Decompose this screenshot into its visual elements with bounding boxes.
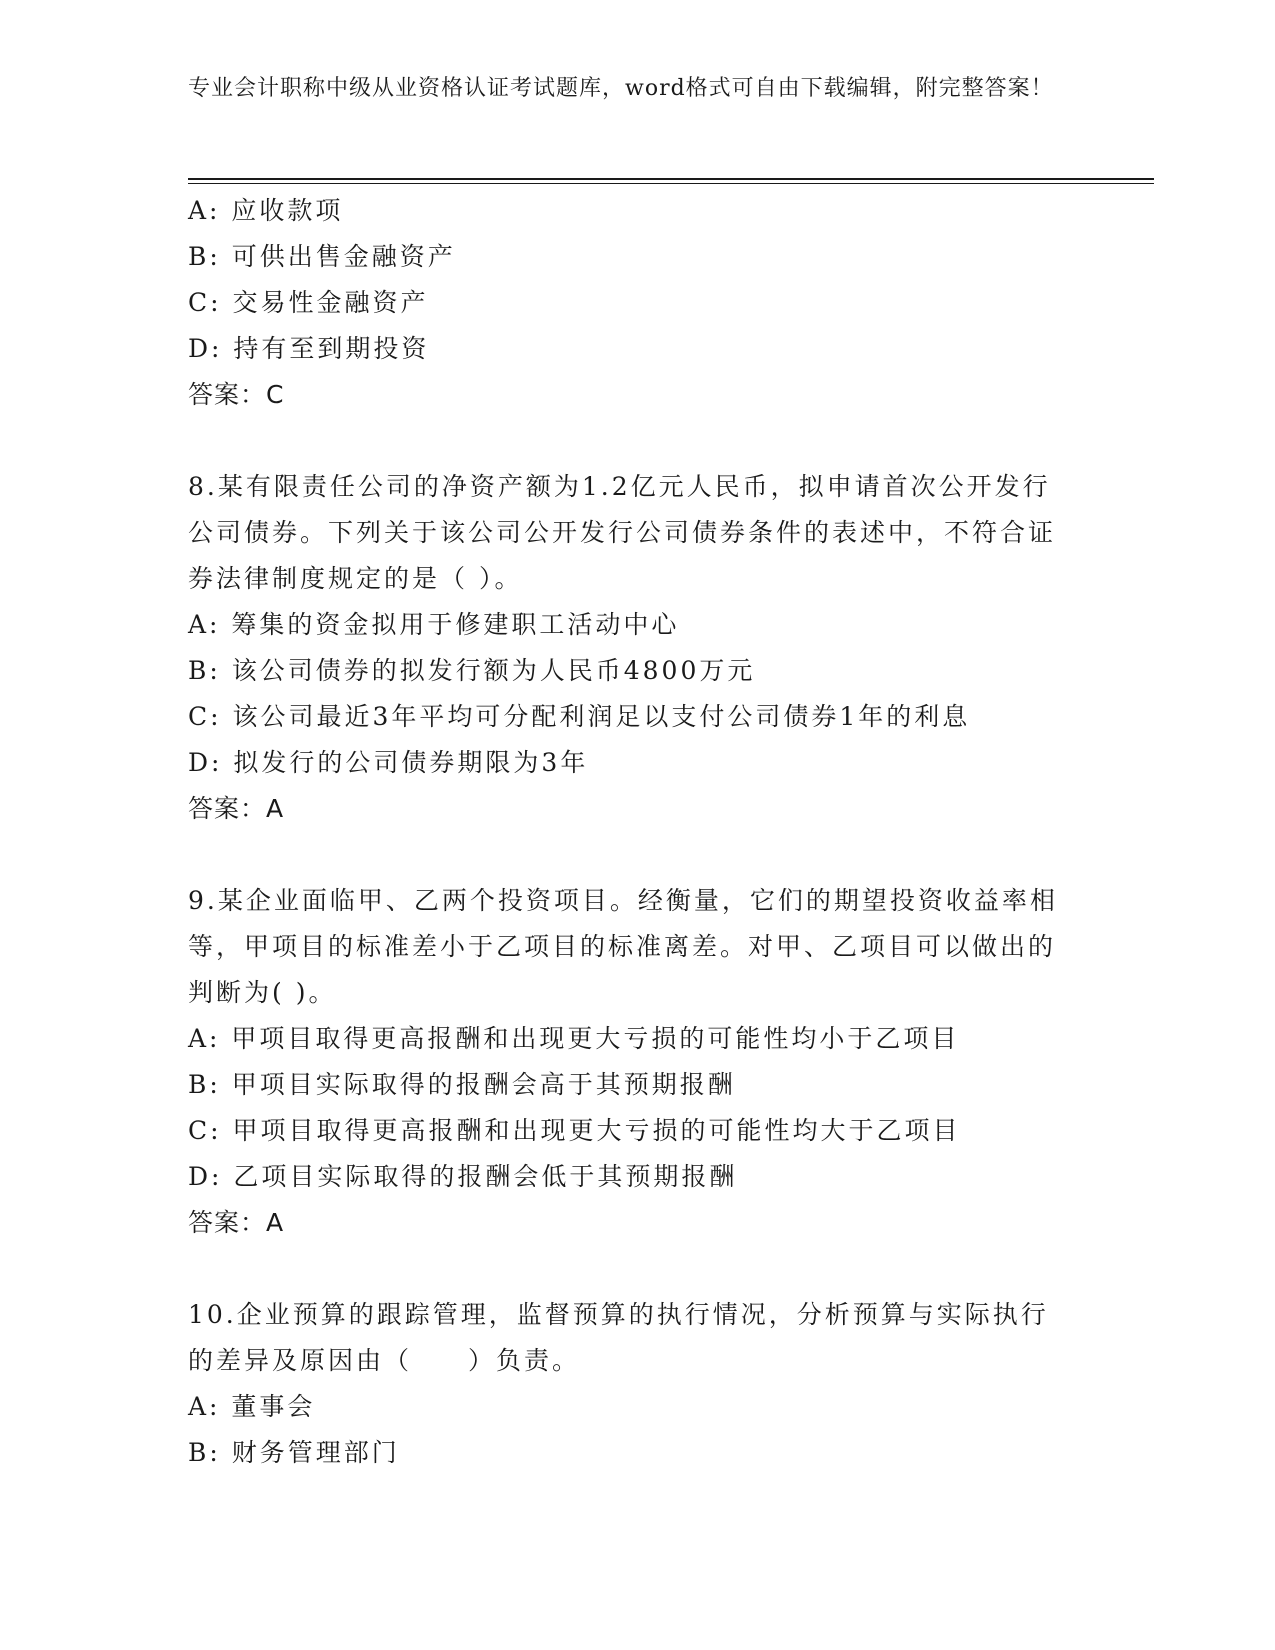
question-10 xyxy=(188,1292,1068,1476)
question-stem: 9.某企业面临甲、乙两个投资项目。经衡量，它们的期望投资收益率相等，甲项目的标准差小于乙项目的标准离差。对甲、乙项目可以做出的判断为( )。 xyxy=(188,886,1058,1007)
option-a: A: 筹集的资金拟用于修建职工活动中心 xyxy=(188,610,680,639)
header-divider-thin xyxy=(188,183,1154,184)
option-c: C: 交易性金融资产 xyxy=(188,288,429,317)
question-9 xyxy=(188,878,1068,1246)
option-a: A: 应收款项 xyxy=(188,196,344,225)
question-list xyxy=(188,188,1068,1476)
document-header: 专业会计职称中级从业资格认证考试题库，word格式可自由下载编辑，附完整答案！ xyxy=(188,76,1054,101)
option-a: A: 甲项目取得更高报酬和出现更大亏损的可能性均小于乙项目 xyxy=(188,1024,960,1053)
option-b: B: 财务管理部门 xyxy=(188,1438,400,1467)
question-7 xyxy=(188,188,1068,418)
spacer xyxy=(188,832,1068,878)
header-divider-thick xyxy=(188,178,1154,180)
option-b: B: 该公司债券的拟发行额为人民币4800万元 xyxy=(188,656,756,685)
option-c: C: 该公司最近3年平均可分配利润足以支付公司债券1年的利息 xyxy=(188,702,971,731)
question-stem: 8.某有限责任公司的净资产额为1.2亿元人民币，拟申请首次公开发行公司债券。下列关于该公司公开发行公司债券条件的表述中，不符合证券法律制度规定的是（ ）。 xyxy=(188,472,1057,593)
option-c: C: 甲项目取得更高报酬和出现更大亏损的可能性均大于乙项目 xyxy=(188,1116,961,1145)
option-d: D: 持有至到期投资 xyxy=(188,334,430,363)
spacer xyxy=(188,418,1068,464)
answer: 答案：C xyxy=(188,380,285,409)
question-stem: 10.企业预算的跟踪管理，监督预算的执行情况，分析预算与实际执行的差异及原因由（ ）负责。 xyxy=(188,1300,1049,1375)
option-b: B: 可供出售金融资产 xyxy=(188,242,456,271)
spacer xyxy=(188,1246,1068,1292)
question-8 xyxy=(188,464,1068,832)
option-b: B: 甲项目实际取得的报酬会高于其预期报酬 xyxy=(188,1070,736,1099)
answer: 答案：A xyxy=(188,794,285,823)
option-d: D: 乙项目实际取得的报酬会低于其预期报酬 xyxy=(188,1162,738,1191)
option-d: D: 拟发行的公司债券期限为3年 xyxy=(188,748,589,777)
answer: 答案：A xyxy=(188,1208,285,1237)
option-a: A: 董事会 xyxy=(188,1392,316,1421)
